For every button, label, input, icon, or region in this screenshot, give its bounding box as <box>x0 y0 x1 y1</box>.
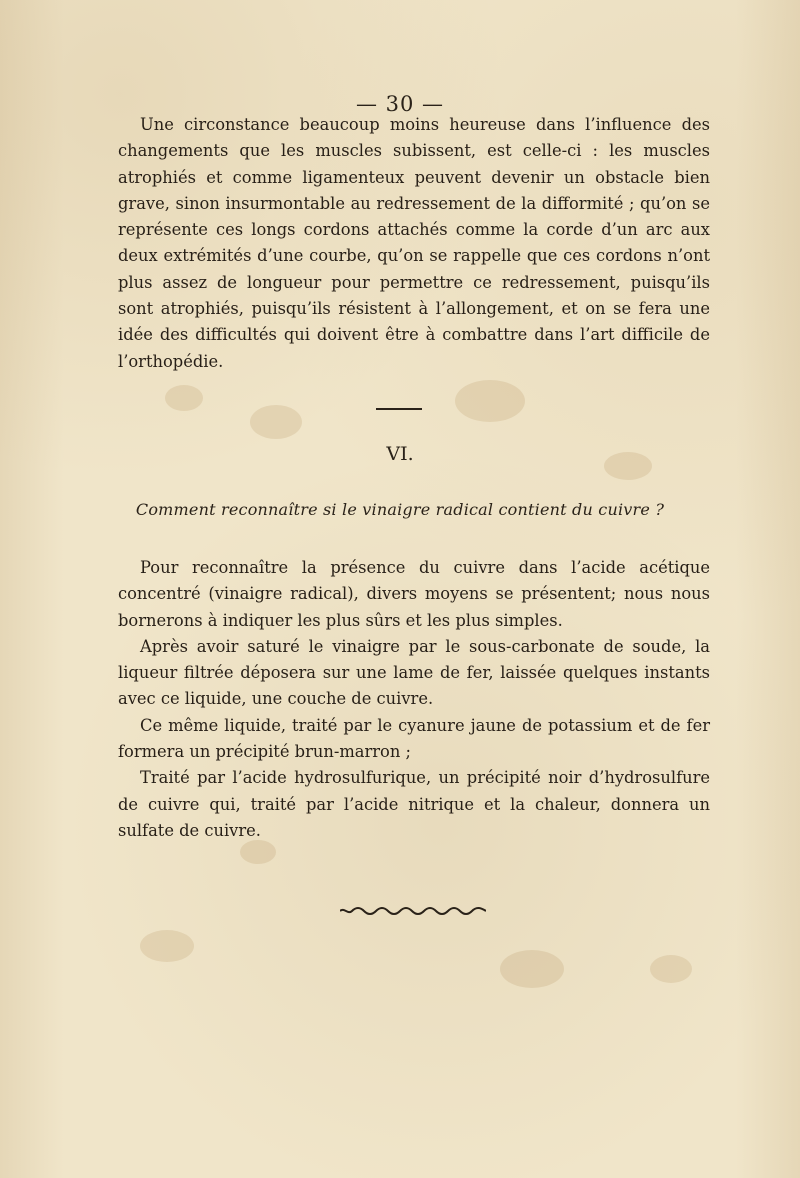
body-text-block <box>118 555 710 844</box>
stain-spot <box>250 405 302 439</box>
paragraph: Une circonstance beaucoup moins heureuse dans l’influence des changements que les muscles subissent, est celle-ci : les muscles atrophiés et comme ligamenteux peuvent devenir un obstacle bien grave, sinon insurmontable au redressement de la difformité ; qu’on se représente ces longs cordons attachés comme la corde d’un arc aux deux extrémités d’une courbe, qu’on se rappelle que ces cordons n’ont plus assez de longueur pour permettre ce redressement, puisqu’ils sont atrophiés, puisqu’ils résistent à l’allongement, et on se fera une idée des difficultés qui doivent être à combattre dans l’art difficile de l’orthopédie. <box>118 115 710 371</box>
section-number: VI. <box>386 443 414 465</box>
paragraph: Traité par l’acide hydrosulfurique, un précipité noir d’hydrosulfure de cuivre qui, traité par l’acide nitrique et la chaleur, donnera un sulfate de cuivre. <box>118 768 710 840</box>
section-divider <box>376 408 422 410</box>
page-number: — 30 — <box>355 92 445 116</box>
stain-spot <box>140 930 194 962</box>
paragraph: Après avoir saturé le vinaigre par le sous-carbonate de soude, la liqueur filtrée déposera sur une lame de fer, laissée quelques instants avec ce liquide, une couche de cuivre. <box>118 636 710 709</box>
ornament-divider <box>340 906 486 916</box>
paragraph: Ce même liquide, traité par le cyanure jaune de potassium et de fer formera un précipité brun-marron ; <box>118 715 710 762</box>
stain-spot <box>455 380 525 422</box>
stain-spot <box>650 955 692 983</box>
body-text-block <box>118 112 710 375</box>
section-title: Comment reconnaître si le vinaigre radical contient du cuivre ? <box>135 500 665 519</box>
stain-spot <box>165 385 203 411</box>
stain-spot <box>500 950 564 988</box>
paragraph: Pour reconnaître la présence du cuivre dans l’acide acétique concentré (vinaigre radical), divers moyens se présentent; nous nous bornerons à indiquer les plus sûrs et les plus simples. <box>118 558 710 630</box>
